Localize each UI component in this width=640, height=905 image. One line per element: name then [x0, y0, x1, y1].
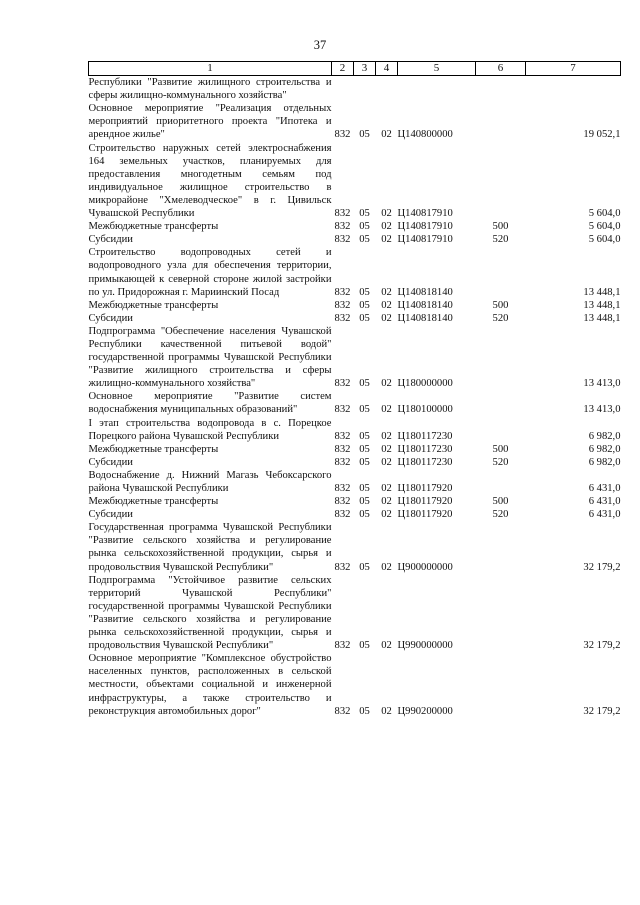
row-name-cell: Субсидии — [88, 509, 133, 521]
admin-code-cell: 832 — [334, 286, 351, 298]
section-code-cell: 05 — [359, 312, 370, 324]
target-article-cell: Ц140818140 — [397, 286, 453, 298]
row-name-cell: Водоснабжение д. Нижний Магазь Чебоксарского района Чувашской Республики — [88, 469, 332, 494]
row-name-cell: Межбюджетные трансферты — [88, 443, 219, 455]
subsection-code-cell: 02 — [381, 129, 392, 141]
subsection-code-cell — [376, 76, 398, 103]
expense-type-cell — [476, 469, 526, 495]
subsection-code-cell: 02 — [381, 456, 392, 468]
expense-type-cell: 500 — [492, 443, 509, 455]
amount-cell: 19 052,1 — [583, 129, 621, 141]
target-article-cell: Ц180117230 — [397, 456, 453, 468]
row-name-cell: Республики "Развитие жилищного строительства и сферы жилищно-коммунального хозяйства" — [88, 77, 332, 102]
amount-cell: 6 431,0 — [588, 483, 621, 494]
subsection-code-cell: 02 — [381, 483, 392, 494]
admin-code-cell — [332, 76, 354, 103]
subsection-code-cell: 02 — [381, 312, 392, 324]
amount-cell: 6 982,0 — [588, 443, 621, 455]
table-row — [89, 521, 621, 573]
section-code-cell: 05 — [359, 129, 370, 141]
table-header-row — [89, 62, 621, 76]
section-code-cell: 05 — [359, 234, 370, 246]
table-row — [89, 508, 621, 521]
admin-code-cell: 832 — [334, 483, 351, 494]
amount-cell: 13 413,0 — [583, 404, 621, 416]
table-row — [89, 142, 621, 221]
section-code-cell: 05 — [359, 640, 370, 652]
target-article-cell: Ц180117230 — [397, 443, 453, 455]
amount-cell: 32 179,2 — [583, 640, 621, 652]
section-code-cell: 05 — [359, 561, 370, 573]
expense-type-cell — [476, 76, 526, 103]
budget-table — [88, 61, 621, 718]
column-header-4: 4 — [376, 62, 398, 76]
table-row — [89, 469, 621, 495]
row-name-cell: Основное мероприятие "Развитие систем водоснабжения муниципальных образований" — [88, 391, 332, 416]
target-article-cell: Ц140800000 — [397, 129, 453, 141]
target-article-cell: Ц900000000 — [397, 561, 453, 573]
target-article-cell: Ц180117230 — [397, 430, 453, 442]
table-row — [89, 312, 621, 325]
row-name-cell: Основное мероприятие "Реализация отдельных мероприятий приоритетного проекта "Ипотека и арендное жилье" — [88, 103, 332, 141]
expense-type-cell: 520 — [492, 509, 509, 521]
amount-cell: 13 413,0 — [583, 378, 621, 390]
section-code-cell: 05 — [359, 483, 370, 494]
admin-code-cell: 832 — [334, 456, 351, 468]
subsection-code-cell: 02 — [381, 561, 392, 573]
target-article-cell: Ц180117920 — [397, 496, 453, 508]
table-row — [89, 443, 621, 456]
target-article-cell: Ц180100000 — [397, 404, 453, 416]
row-name-cell: Подпрограмма "Обеспечение населения Чувашской Республики качественной питьевой водой" государственной программы Чувашской Республики "Развитие жилищного строительства и сферы жилищно-коммунального хозяйства" — [88, 325, 332, 390]
subsection-code-cell: 02 — [381, 286, 392, 298]
expense-type-cell: 500 — [492, 496, 509, 508]
expense-type-cell: 500 — [492, 221, 509, 233]
admin-code-cell: 832 — [334, 561, 351, 573]
column-header-3: 3 — [354, 62, 376, 76]
expense-type-cell: 520 — [492, 234, 509, 246]
expense-type-cell — [476, 521, 526, 573]
subsection-code-cell: 02 — [381, 208, 392, 220]
column-header-5: 5 — [398, 62, 476, 76]
admin-code-cell: 832 — [334, 404, 351, 416]
expense-type-cell — [476, 652, 526, 717]
amount-cell: 13 448,1 — [583, 299, 621, 311]
target-article-cell: Ц140818140 — [397, 312, 453, 324]
section-code-cell: 05 — [359, 404, 370, 416]
row-name-cell: Субсидии — [88, 456, 133, 468]
expense-type-cell — [476, 102, 526, 141]
amount-cell: 6 982,0 — [588, 456, 621, 468]
table-row — [89, 76, 621, 103]
admin-code-cell: 832 — [334, 208, 351, 220]
subsection-code-cell: 02 — [381, 404, 392, 416]
amount-cell: 5 604,0 — [588, 221, 621, 233]
expense-type-cell — [476, 417, 526, 443]
target-article-cell — [398, 76, 476, 103]
subsection-code-cell: 02 — [381, 378, 392, 390]
admin-code-cell: 832 — [334, 705, 351, 717]
subsection-code-cell: 02 — [381, 705, 392, 717]
subsection-code-cell: 02 — [381, 509, 392, 521]
subsection-code-cell: 02 — [381, 430, 392, 442]
row-name-cell: Основное мероприятие "Комплексное обустройство населенных пунктов, расположенных в сельской местности, объектами социальной и инженерной инфраструктуры, а также строительство и реконструкция автомобильных дорог" — [88, 653, 332, 717]
amount-cell: 6 431,0 — [588, 496, 621, 508]
subsection-code-cell: 02 — [381, 640, 392, 652]
expense-type-cell: 500 — [492, 299, 509, 311]
admin-code-cell: 832 — [334, 299, 351, 311]
table-row — [89, 102, 621, 141]
amount-cell: 5 604,0 — [588, 234, 621, 246]
section-code-cell: 05 — [359, 430, 370, 442]
section-code-cell: 05 — [359, 221, 370, 233]
column-header-1: 1 — [89, 62, 332, 76]
admin-code-cell: 832 — [334, 430, 351, 442]
expense-type-cell — [476, 390, 526, 416]
table-row — [89, 652, 621, 717]
table-row — [89, 456, 621, 469]
subsection-code-cell: 02 — [381, 443, 392, 455]
target-article-cell: Ц180117920 — [397, 483, 453, 494]
section-code-cell: 05 — [359, 496, 370, 508]
amount-cell: 6 982,0 — [588, 430, 621, 442]
column-header-6: 6 — [476, 62, 526, 76]
column-header-2: 2 — [332, 62, 354, 76]
amount-cell: 13 448,1 — [583, 286, 621, 298]
admin-code-cell: 832 — [334, 509, 351, 521]
admin-code-cell: 832 — [334, 443, 351, 455]
target-article-cell: Ц990200000 — [397, 705, 453, 717]
row-name-cell: Субсидии — [88, 312, 133, 324]
table-row — [89, 417, 621, 443]
row-name-cell: Строительство водопроводных сетей и водопроводного узла для обеспечения территории, примыкающей к северной стороне жилой застройки по ул. Придорожная г. Мариинский Посад — [88, 247, 332, 298]
target-article-cell: Ц140817910 — [397, 208, 453, 220]
section-code-cell: 05 — [359, 299, 370, 311]
table-row — [89, 574, 621, 653]
subsection-code-cell: 02 — [381, 299, 392, 311]
section-code-cell: 05 — [359, 286, 370, 298]
page-number: 37 — [313, 38, 327, 52]
amount-cell — [526, 76, 621, 103]
section-code-cell: 05 — [359, 378, 370, 390]
section-code-cell: 05 — [359, 705, 370, 717]
table-row — [89, 220, 621, 233]
admin-code-cell: 832 — [334, 378, 351, 390]
table-row — [89, 325, 621, 390]
table-row — [89, 299, 621, 312]
row-name-cell: Государственная программа Чувашской Республики "Развитие сельского хозяйства и регулирование рынка сельскохозяйственной продукции, сырья и продовольствия Чувашской Республики" — [88, 522, 332, 573]
expense-type-cell: 520 — [492, 312, 509, 324]
section-code-cell: 05 — [359, 509, 370, 521]
admin-code-cell: 832 — [334, 640, 351, 652]
row-name-cell: I этап строительства водопровода в с. Порецкое Порецкого района Чувашской Республики — [88, 417, 332, 442]
amount-cell: 32 179,2 — [583, 561, 621, 573]
row-name-cell: Подпрограмма "Устойчивое развитие сельских территорий Чувашской Республики" государственной программы Чувашской Республики "Развитие сельского хозяйства и регулирование рынка сельскохозяйственной продукции, сырья и продовольствия Чувашской Республики" — [88, 574, 332, 652]
amount-cell: 6 431,0 — [588, 509, 621, 521]
admin-code-cell: 832 — [334, 234, 351, 246]
row-name-cell: Межбюджетные трансферты — [88, 221, 219, 233]
expense-type-cell — [476, 142, 526, 221]
amount-cell: 13 448,1 — [583, 312, 621, 324]
amount-cell: 5 604,0 — [588, 208, 621, 220]
expense-type-cell — [476, 574, 526, 653]
subsection-code-cell: 02 — [381, 221, 392, 233]
admin-code-cell: 832 — [334, 221, 351, 233]
table-row — [89, 495, 621, 508]
target-article-cell: Ц990000000 — [397, 640, 453, 652]
expense-type-cell: 520 — [492, 456, 509, 468]
target-article-cell: Ц180000000 — [397, 378, 453, 390]
target-article-cell: Ц140818140 — [397, 299, 453, 311]
expense-type-cell — [476, 325, 526, 390]
row-name-cell: Строительство наружных сетей электроснабжения 164 земельных участков, планируемых для предоставления многодетным семьям под индивидуальное жилищное строительство в микрорайоне "Хмелеводческое" в г. Цивильск Чувашской Республики — [88, 142, 332, 220]
expense-type-cell — [476, 246, 526, 298]
table-row — [89, 246, 621, 298]
section-code-cell: 05 — [359, 456, 370, 468]
target-article-cell: Ц180117920 — [397, 509, 453, 521]
table-row — [89, 390, 621, 416]
admin-code-cell: 832 — [334, 496, 351, 508]
subsection-code-cell: 02 — [381, 234, 392, 246]
target-article-cell: Ц140817910 — [397, 234, 453, 246]
section-code-cell: 05 — [359, 443, 370, 455]
row-name-cell: Межбюджетные трансферты — [88, 496, 219, 508]
admin-code-cell: 832 — [334, 129, 351, 141]
section-code-cell: 05 — [359, 208, 370, 220]
column-header-7: 7 — [526, 62, 621, 76]
table-body — [89, 76, 621, 718]
admin-code-cell: 832 — [334, 312, 351, 324]
amount-cell: 32 179,2 — [583, 705, 621, 717]
section-code-cell — [354, 76, 376, 103]
table-row — [89, 233, 621, 246]
target-article-cell: Ц140817910 — [397, 221, 453, 233]
row-name-cell: Субсидии — [88, 234, 133, 246]
row-name-cell: Межбюджетные трансферты — [88, 299, 219, 311]
subsection-code-cell: 02 — [381, 496, 392, 508]
